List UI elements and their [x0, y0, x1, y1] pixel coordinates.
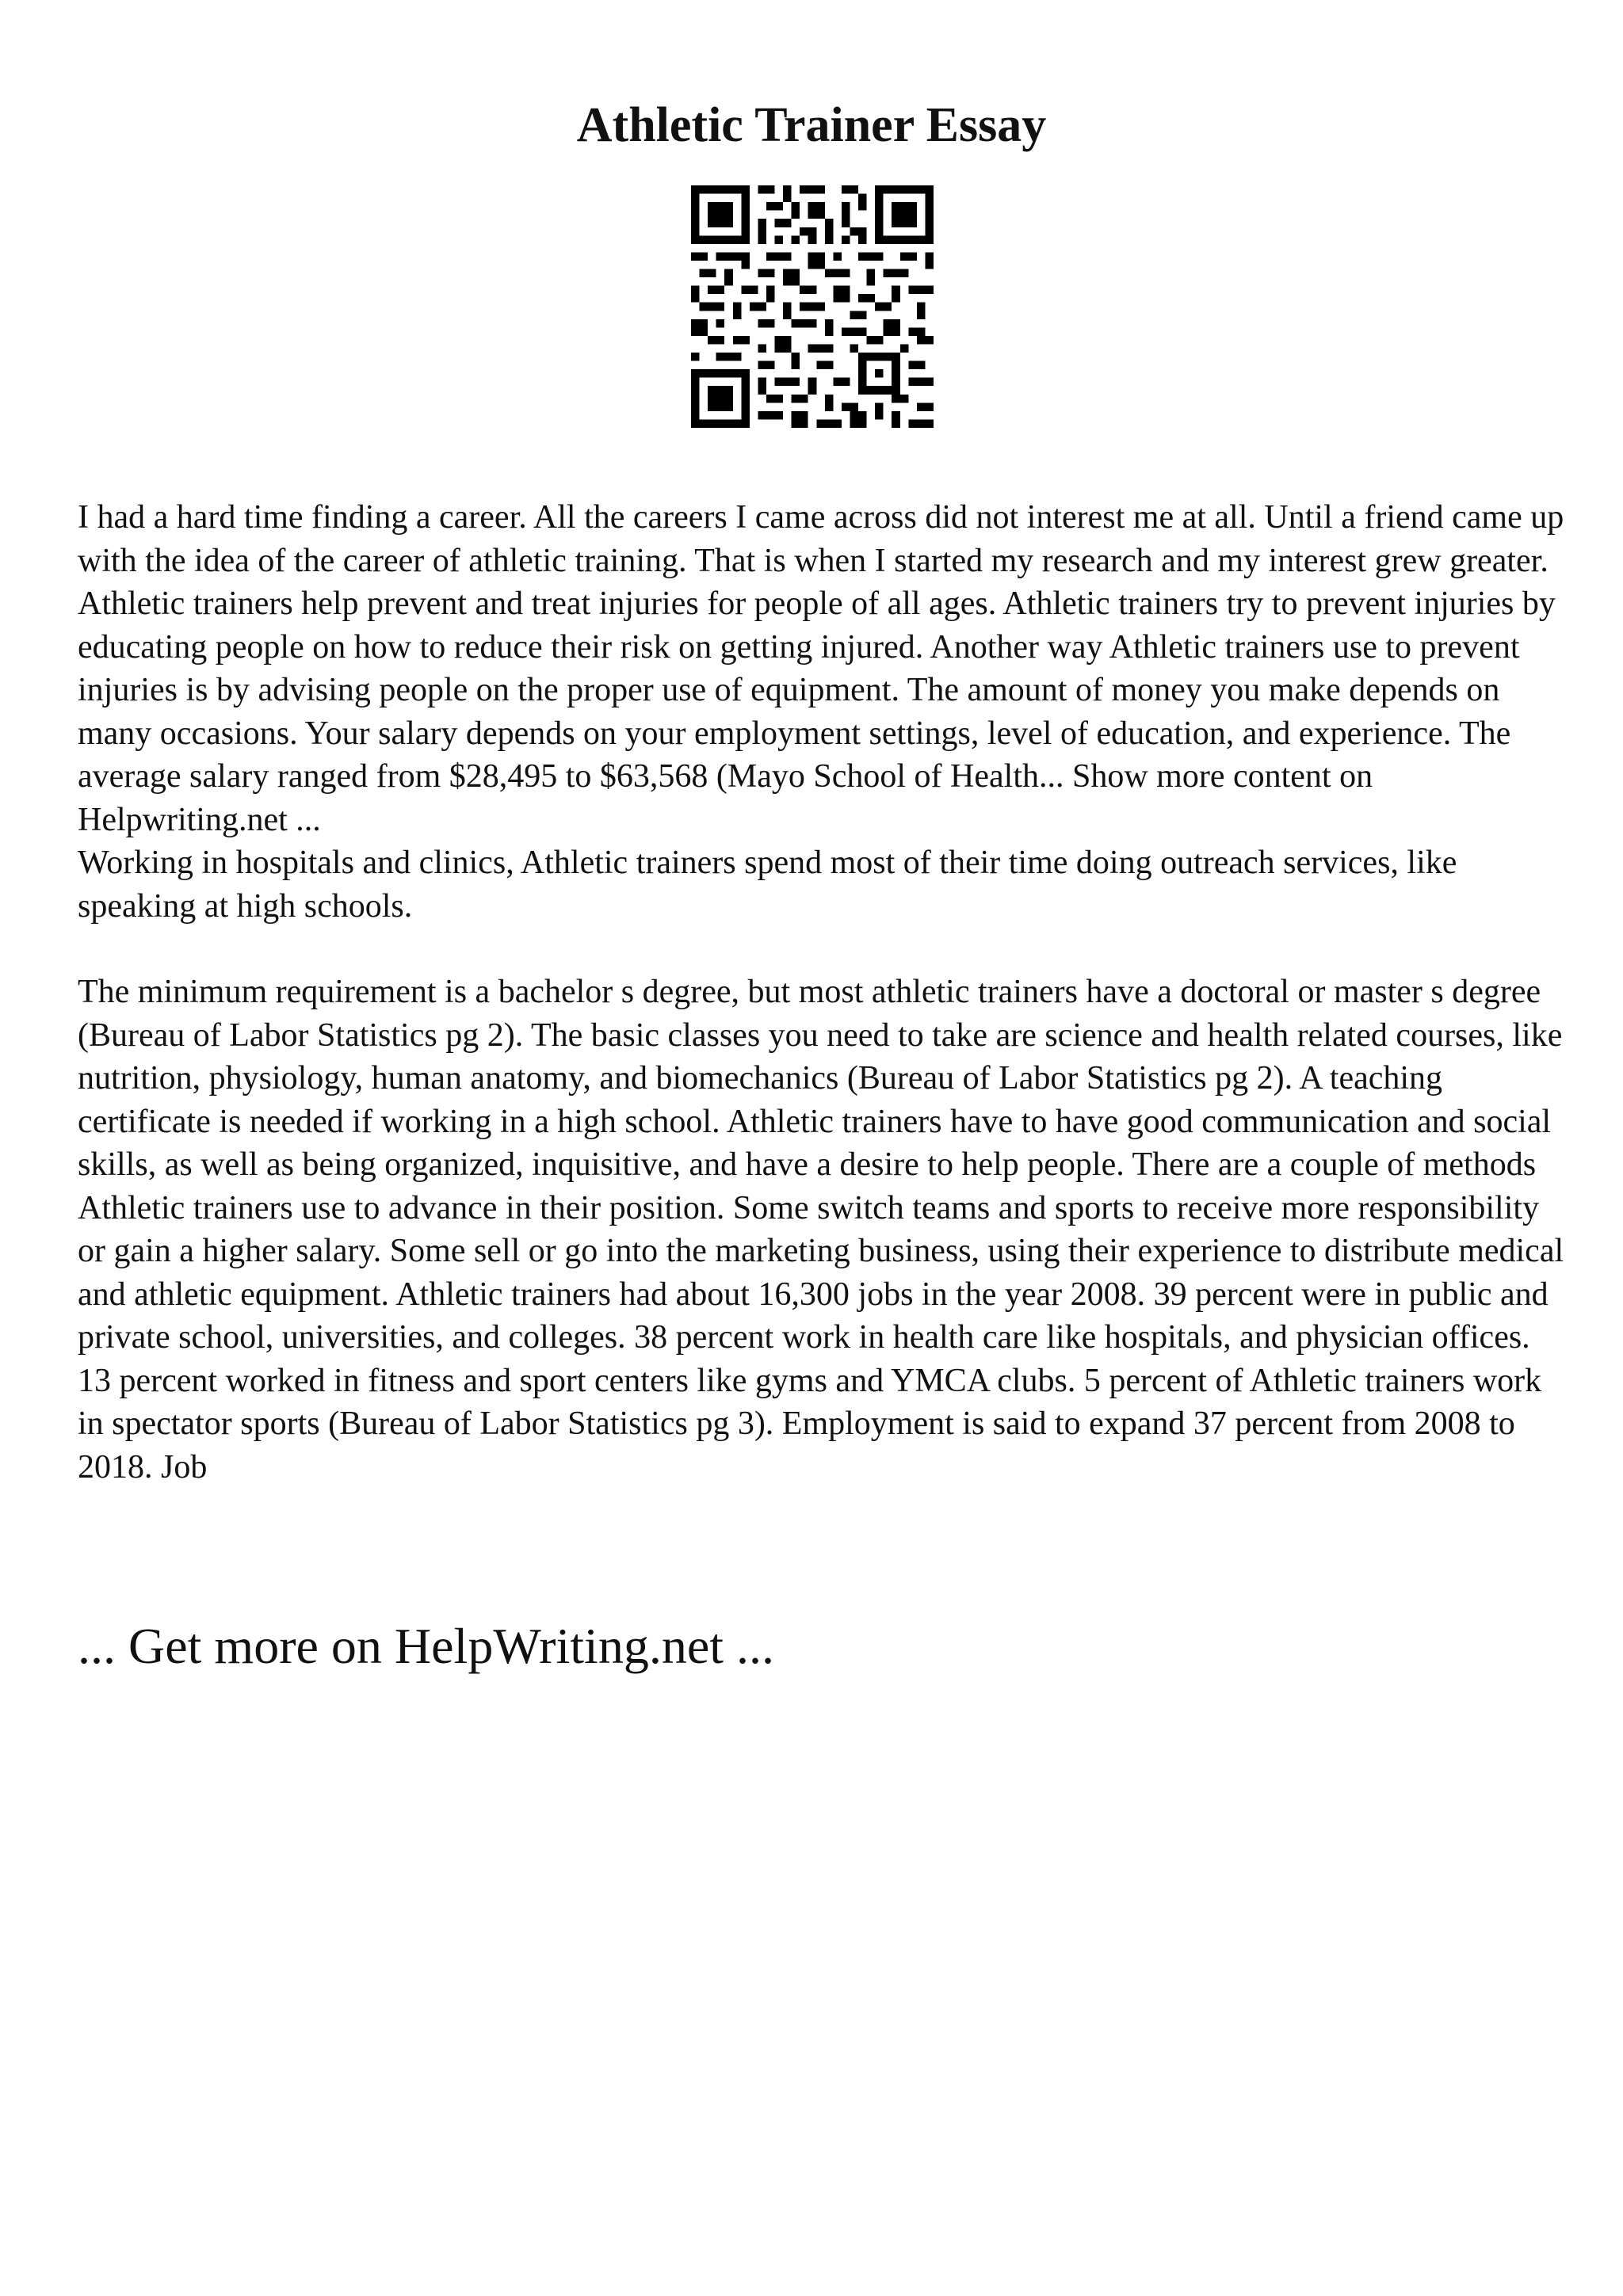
qr-code-icon[interactable] — [691, 185, 934, 428]
paragraph: The minimum requirement is a bachelor s degree, but most athletic trainers have a doctoral or master s degree (Bureau of Labor Statistics pg 2). The basic classes you need to take are science and health related courses, like nutrition, physiology, human anatomy, and biomechanics (Bureau of Labor Statistics pg 2). A teaching certificate is needed if working in a high school. Athletic trainers have to have good communication and social skills, as well as being organized, inquisitive, and have a desire to help people. There are a couple of methods Athletic trainers use to advance in their position. Some switch teams and sports to receive more responsibility or gain a higher salary. Some sell or go into the marketing business, using their experience to distribute medical and athletic equipment. Athletic trainers had about 16,300 jobs in the year 2008. 39 percent were in public and private school, universities, and colleges. 38 percent work in health care like hospitals, and physician offices. 13 percent worked in fitness and sport centers like gyms and YMCA clubs. 5 percent of Athletic trainers work in spectator sports (Bureau of Labor Statistics pg 3). Employment is said to expand 37 percent from 2008 to 2018. Job — [78, 974, 1564, 1486]
get-more-link[interactable]: ... Get more on HelpWriting.net ... — [78, 1618, 774, 1674]
paragraph: Working in hospitals and clinics, Athletic trainers spend most of their time doing outreach services, like speaking at high schools. — [78, 845, 1457, 925]
paragraph: I had a hard time finding a career. All the careers I came across did not interest me at all. Until a friend came up with the idea of the career of athletic training. That is when I started my research and my interest grew greater. Athletic trainers help prevent and treat injuries for people of all ages. Athletic trainers try to prevent injuries by educating people on how to reduce their risk on getting injured. Another way Athletic trainers use to prevent injuries is by advising people on the proper use of equipment. The amount of money you make depends on many occasions. Your salary depends on your employment settings, level of education, and experience. The average salary ranged from $28,495 to $63,568 (Mayo School of Health... Show more content on Helpwriting.net ... — [78, 499, 1564, 838]
page-title: Athletic Trainer Essay — [576, 98, 1047, 152]
essay-body — [78, 496, 1571, 1489]
